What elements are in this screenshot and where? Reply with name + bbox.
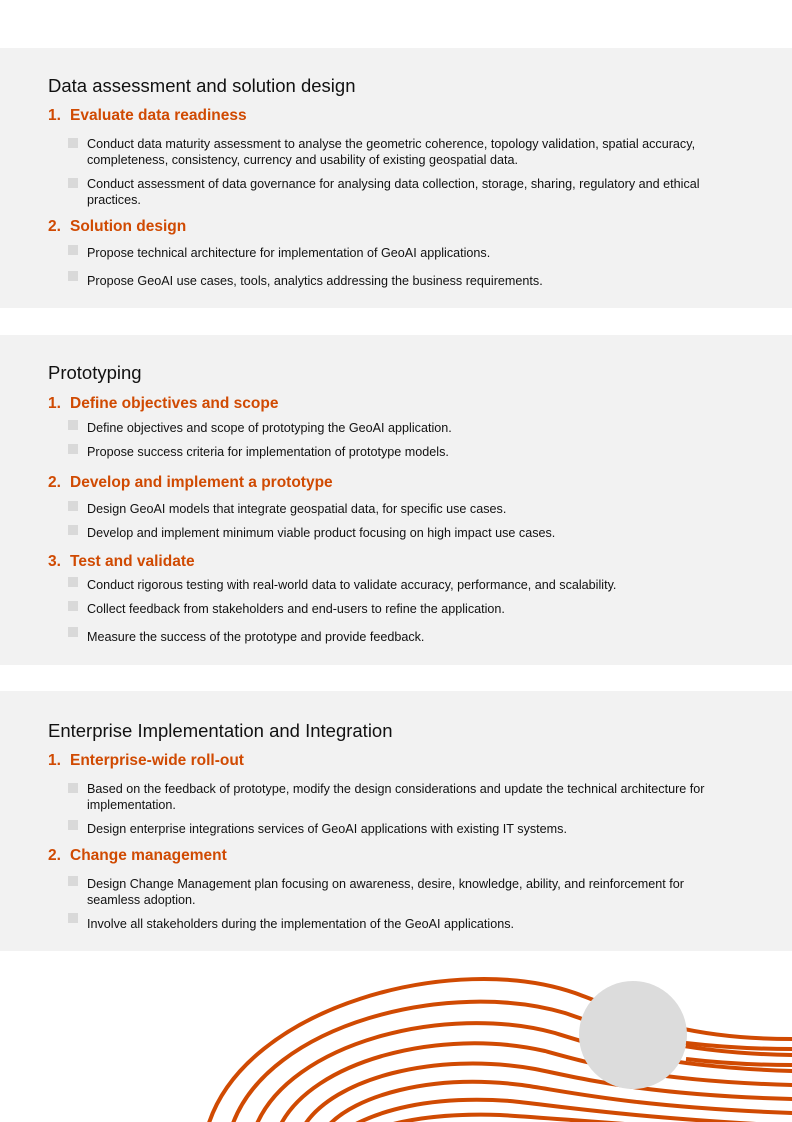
list-item-text: Design Change Management plan focusing on awareness, desire, knowledge, ability, and reinforcement for seamless adoption. bbox=[87, 877, 684, 907]
list-item-text: Conduct assessment of data governance for analysing data collection, storage, sharing, regulatory and ethical practices. bbox=[87, 177, 700, 207]
subsection-title bbox=[48, 847, 227, 865]
list-item bbox=[68, 420, 728, 436]
square-bullet-icon bbox=[68, 577, 78, 587]
list-item-text: Measure the success of the prototype and provide feedback. bbox=[87, 630, 425, 644]
contour-lines-graphic bbox=[0, 951, 792, 1122]
list-item-text: Involve all stakeholders during the implementation of the GeoAI applications. bbox=[87, 917, 515, 931]
subsection-number: 2. bbox=[48, 847, 61, 864]
subsection-label: Evaluate data readiness bbox=[70, 107, 247, 124]
list-item-text: Define objectives and scope of prototyping the GeoAI application. bbox=[87, 421, 452, 435]
subsection-label: Solution design bbox=[70, 218, 187, 235]
subsection-label: Define objectives and scope bbox=[70, 395, 279, 412]
square-bullet-icon bbox=[68, 876, 78, 886]
subsection-number: 2. bbox=[48, 474, 61, 491]
list-item bbox=[68, 876, 728, 908]
list-item bbox=[68, 245, 728, 261]
list-item bbox=[68, 821, 728, 837]
subsection-title bbox=[48, 395, 278, 413]
square-bullet-icon bbox=[68, 245, 78, 255]
contour-lines bbox=[208, 979, 792, 1122]
list-item bbox=[68, 176, 728, 208]
list-item bbox=[68, 601, 728, 617]
list-item bbox=[68, 781, 728, 813]
square-bullet-icon bbox=[68, 627, 78, 637]
subsection-label: Develop and implement a prototype bbox=[70, 474, 333, 491]
square-bullet-icon bbox=[68, 783, 78, 793]
section-title: Prototyping bbox=[48, 362, 142, 383]
subsection-title bbox=[48, 553, 195, 571]
square-bullet-icon bbox=[68, 444, 78, 454]
list-item-text: Based on the feedback of prototype, modify the design considerations and update the technical architecture for implementation. bbox=[87, 782, 705, 812]
contour-lines-svg bbox=[0, 951, 792, 1122]
subsection-number: 1. bbox=[48, 752, 61, 769]
decor-circle bbox=[579, 981, 687, 1089]
subsection-title bbox=[48, 474, 333, 492]
section-title: Data assessment and solution design bbox=[48, 75, 356, 96]
subsection-title bbox=[48, 752, 244, 770]
list-item bbox=[68, 273, 728, 289]
subsection-title bbox=[48, 107, 247, 125]
list-item-text: Collect feedback from stakeholders and end-users to refine the application. bbox=[87, 602, 505, 616]
subsection-number: 2. bbox=[48, 218, 61, 235]
square-bullet-icon bbox=[68, 420, 78, 430]
list-item-text: Design GeoAI models that integrate geospatial data, for specific use cases. bbox=[87, 502, 507, 516]
square-bullet-icon bbox=[68, 601, 78, 611]
section-title: Enterprise Implementation and Integration bbox=[48, 720, 393, 741]
list-item bbox=[68, 577, 728, 593]
list-item-text: Propose GeoAI use cases, tools, analytics addressing the business requirements. bbox=[87, 274, 543, 288]
square-bullet-icon bbox=[68, 271, 78, 281]
subsection-label: Test and validate bbox=[70, 553, 195, 570]
square-bullet-icon bbox=[68, 525, 78, 535]
list-item bbox=[68, 916, 728, 932]
list-item-text: Develop and implement minimum viable product focusing on high impact use cases. bbox=[87, 526, 556, 540]
subsection-number: 1. bbox=[48, 395, 61, 412]
subsection-label: Enterprise-wide roll-out bbox=[70, 752, 244, 769]
list-item-text: Conduct rigorous testing with real-world data to validate accuracy, performance, and scalability. bbox=[87, 578, 617, 592]
square-bullet-icon bbox=[68, 501, 78, 511]
subsection-number: 1. bbox=[48, 107, 61, 124]
list-item bbox=[68, 501, 728, 517]
square-bullet-icon bbox=[68, 913, 78, 923]
square-bullet-icon bbox=[68, 178, 78, 188]
square-bullet-icon bbox=[68, 138, 78, 148]
subsection-title bbox=[48, 218, 186, 236]
subsection-number: 3. bbox=[48, 553, 61, 570]
list-item bbox=[68, 525, 728, 541]
list-item-text: Design enterprise integrations services of GeoAI applications with existing IT systems. bbox=[87, 822, 567, 836]
list-item-text: Propose success criteria for implementation of prototype models. bbox=[87, 445, 449, 459]
subsection-label: Change management bbox=[70, 847, 227, 864]
list-item bbox=[68, 629, 728, 645]
square-bullet-icon bbox=[68, 820, 78, 830]
list-item bbox=[68, 136, 728, 168]
list-item bbox=[68, 444, 728, 460]
list-item-text: Conduct data maturity assessment to analyse the geometric coherence, topology validation, spatial accuracy, completeness, consistency, currency and usability of existing geospatial data. bbox=[87, 137, 696, 167]
list-item-text: Propose technical architecture for implementation of GeoAI applications. bbox=[87, 246, 491, 260]
